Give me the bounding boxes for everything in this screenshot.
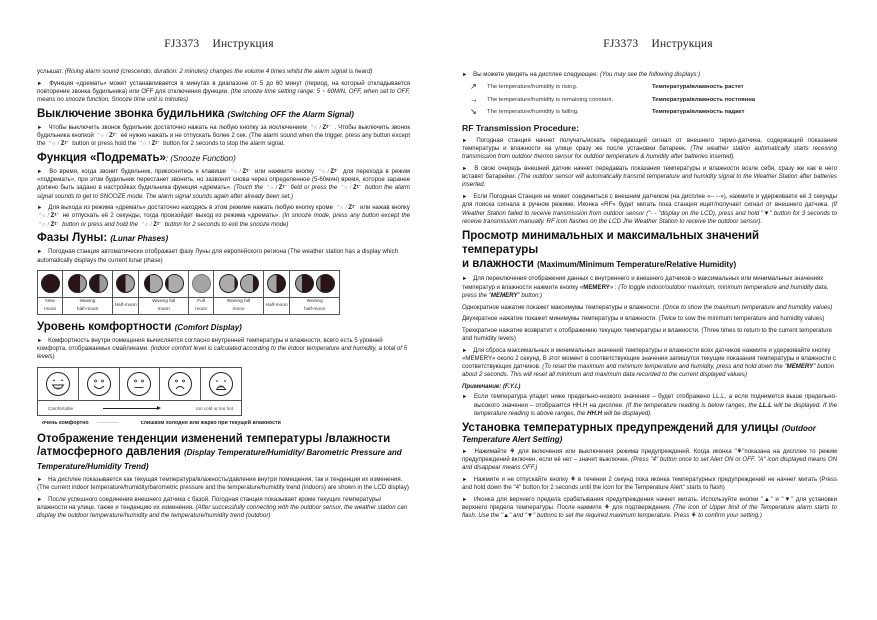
light-snooze-button-icon: "☼ / Zᶻ" (318, 168, 339, 175)
maxmin-paragraph-1: ► Для переключения отображения данных с внутреннего и внешнего датчиков о максимальных или минимальных значениях температур и влажности нажмите кнопку «MEMERY» : (To toggle indoor/outdoor maximum, minimum temperature and humidity data, press the "MEMERY" button:) (462, 275, 837, 300)
comfort-legend: очень комфортно --------------- слишком холодно или жарко при текущей влажности (42, 420, 281, 427)
note-paragraph: ► Если температура упадет ниже предельно-низкого значения – будет отображено LL.L, а если поднимется выше предельно-высокого значения – отобразится HH.H на дисплее. (If the temperature reading is below ranges, the LL.L will be displayed. If the temperature reading is above ranges, the HH.H will be displayed). (462, 393, 837, 418)
upset-face-icon (208, 371, 234, 397)
lunar-phase-table (37, 270, 340, 315)
alert-button-icon: ⚘ (691, 512, 697, 520)
phase-waning-half (290, 270, 340, 297)
phase-waning-full (214, 270, 264, 297)
light-snooze-button-icon: "☼ / Zᶻ" (267, 185, 287, 192)
trend-rising-icon: ↗ (470, 82, 477, 92)
light-snooze-button-icon: "☼ / Zᶻ" (310, 124, 331, 131)
phase-label: Waning half-moon (290, 297, 340, 314)
trend-falling-icon: ↘ (470, 107, 477, 117)
trend-heading: Отображение тенденции изменений температуры /влажности /атмосферного давления (Display Temperature/Humidity/ Barometric Pressure and Temperature/Humidity Trend) (37, 432, 402, 471)
waning-crescent-icon (295, 274, 314, 293)
rf-paragraph-3: ► Если Погодная Станция не может соединиться с внешним датчиком (на дисплее «-- --»), нажмите и удерживаете её 3 секунды для поиска сигнала в ручном режиме. Иконка «RF» будет мигать пока станция ищет/получает сигнал от внешнего датчика. (If Weather Station failed to receive transmission from outdoor sensor ("- - "display on the LCD), press and hold "▼" button for 3 seconds to receive transmission manually. RF icon flashes on the LCD Jhe Weather Station to receive the outdoor sensor). (462, 193, 837, 226)
page-header (0, 38, 438, 50)
very-happy-face-icon (45, 371, 71, 397)
phase-label: Half-moon (263, 297, 290, 314)
trend-paragraph-2: ► После успешного соединения внешнего датчика с базой. Погодная станция показывает кроме текущих температуры/влажности на улице, также и тенденцию их изменения. (After successfully connecting with the outdoor sensor, the weather station can display the outdoor temperature/humidity and the temperature/humidity trend (outdoor) (37, 496, 410, 521)
model-code: FJ3373 (603, 38, 639, 50)
full-moon-icon (192, 274, 211, 293)
left-content (37, 68, 410, 524)
phase-label: Full moon (188, 297, 213, 314)
alert-indicator-icon: ⚘ (736, 447, 743, 455)
comfort-level-table (37, 367, 242, 416)
lunar-heading: Фазы Луны: (Lunar Phases) (37, 232, 169, 245)
comfort-scale-row (38, 401, 242, 416)
light-snooze-button-icon: "☼ / Zᶻ" (336, 205, 357, 212)
phase-waxing-full (139, 270, 189, 297)
rf-paragraph-1: ► Погодная станция начнет получать/искать передающий сигнал от внешнего термо-датчика, содержащий показания температуры и влажности на улице сразу же после установки батареек. (The weather station automatically starts receiving transmission from outdoor thermo sensor for outdoor temperature & humidity after batteries inserted). (462, 137, 837, 162)
phase-new-moon (38, 270, 63, 297)
light-snooze-button-icon: "☼ / Zᶻ" (39, 221, 59, 228)
waning-gibbous-icon (219, 274, 238, 293)
left-page (0, 0, 438, 620)
sad-face-icon (167, 371, 193, 397)
alarm-off-paragraph: ► Чтобы выключить звонок будильник достаточно нажать на любую кнопку за исключением "☼ / Zᶻ" . Чтобы выключить звонок будильника кнопкой "☼ / Zᶻ" её нужно нажать и не отпускать более 2 сек. (The alarm sound when the trigger, press any button except the "☼ / Zᶻ" button or press hold the "☼ / Zᶻ" button for 2 seconds to stop the alarm signal. (37, 124, 410, 149)
phase-label: Half-moon (112, 297, 139, 314)
light-snooze-button-icon: "☼ / Zᶻ" (97, 133, 117, 140)
light-snooze-button-icon: "☼ / Zᶻ" (141, 221, 162, 228)
face-sad (160, 368, 201, 401)
page-header (439, 38, 877, 50)
last-quarter-icon (267, 274, 286, 293)
light-snooze-button-icon: "☼ / Zᶻ" (140, 141, 160, 148)
memory-button-label: MEMERY (583, 283, 610, 291)
light-snooze-button-icon: "☼ / Zᶻ" (49, 141, 69, 148)
trend-item-falling: ↘ The temperature/humidity is falling. Температура/влажность падает (462, 106, 837, 119)
waxing-gibbous-icon (165, 274, 184, 293)
waning-gibbous-icon (240, 274, 259, 293)
moon-label-row (38, 297, 340, 314)
right-page (439, 0, 877, 620)
faces-row (38, 368, 242, 401)
alert-paragraph-1: ► Нажимайте ⚘ для включения или выключения режима предупреждений. Когда иконка "⚘"показана на дисплее то режим предупреждений включен, если её нет – значит выключен. (Press "4" button once to set Alert ON or OFF. "A" icon displayed means ON and disappear means OFF.) (462, 448, 837, 473)
phase-waxing-half (63, 270, 113, 297)
happy-face-icon (86, 371, 112, 397)
light-snooze-button-icon: "☼ / Zᶻ" (39, 213, 59, 220)
trend-item-rising: ↗ The temperature/humidity is rising. Температура/влажность растет (462, 81, 837, 94)
light-snooze-button-icon: "☼ / Zᶻ" (341, 185, 361, 192)
alarm-off-heading: Выключение звонка будильника (Switching OFF the Alarm Signal) (37, 107, 354, 120)
comfort-paragraph: ► Комфортность внутри помещения вычисляется согласно внутренней температуры и влажности, всего есть 5 уровней комфорта, отображаемых смайликами. (Indoor comfort level is calculated according to the indoor temperature and humidity, a total of 5 levels) (37, 337, 410, 362)
intro-paragraph: услышат. (Rising alarm sound (crescendo, duration: 2 minutes) changes the volume 4 times whilst the alarm signal is heard) (37, 68, 373, 75)
lunar-paragraph: ► Погодная станция автоматически отображает фазу Луны для европейского региона (The weather station has a display which automatically displays the current lunar phase) (37, 248, 410, 264)
trend-paragraph-1: ► На дисплее показывается как текущая температура/влажность/давление внутри помещения, так и тенденция их изменения. (The current indoor temperature/humidity/barometric pressure and the temperature/humidity trend (indoors) are shown in the LCD display) (37, 476, 410, 492)
alert-paragraph-2: ► Нажмите и не отпускайте кнопку ⚘ в течении 2 секунд пока иконка температурных предупреждений не начнет мигать (Press and hold down the "4" button for 2 seconds until the icon for the Temperature Alert" starts to flash) (462, 476, 837, 492)
face-very-happy (38, 368, 79, 401)
face-neutral (119, 368, 160, 401)
right-content (462, 71, 837, 524)
rf-heading: RF Transmission Procedure: (462, 122, 580, 133)
phase-half-moon-2 (263, 270, 290, 297)
waxing-gibbous-icon (144, 274, 163, 293)
scale-right-label: too cold or too hot (196, 406, 233, 412)
phase-label: Waxing half-moon (63, 297, 113, 314)
light-snooze-button-icon: "☼ / Zᶻ" (230, 168, 251, 175)
maxmin-twice: Двухкратное нажатие покажет минимумы температуры и влажности. (Twice to sow the minimum temperature and humidity values) (462, 315, 825, 323)
new-moon-icon (41, 274, 60, 293)
phase-label: Waxing full moon (139, 297, 189, 314)
alert-paragraph-3: ► Иконка для верхнего предела срабатывания предупреждения начнет мигать. Используйте кнопки "▲" и "▼" для установки верхнего предела температуры. После нажмите ⚘ для подтверждения. (The icon of Upper limit of the Temperature alarm starts to flash. Use the "▲" and "▼" buttons to set the required maximum temperature. Press ⚘ to confirm your setting.) (462, 496, 837, 521)
alert-button-icon: ⚘ (604, 504, 610, 512)
memory-button-label: MEMERY (490, 291, 518, 299)
maxmin-reset: ► Для сброса максимальных и минимальных значений температуры и влажности всех датчиков нажмите и удерживайте кнопку «MEMERY» около 2 секунд. В этот момент в соответствующие значения запишутся текущие показания температуры и влажности с соответствующих датчиков. (To reset the maximum and minimum temperature and humidity, press and hold down the "MEMERY" button about 2 seconds. This will reset all minimum and maximum data recorded to the current displayed values) (462, 347, 837, 380)
phase-full-moon (188, 270, 213, 297)
snooze-range-paragraph: ► Функция «дремать» может устанавливается в минутах в диапазоне от 5 до 60 минут (период, на который откладывается повторение звонка будильника) или OFF для отключения функции. (the snooze time setting range: 5 ~ 60MIN, OFF, when set to OFF, means no snooze function. Snooze time unit is minutes) (37, 80, 410, 105)
waning-crescent-icon (316, 274, 335, 293)
header-title: Инструкция (212, 38, 274, 50)
scale-left-label: Comfortable (48, 406, 74, 412)
note-label: Примечание: (F.Y.I.) (462, 383, 521, 391)
memory-button-label: MEMERY (786, 363, 814, 371)
scale-arrow-icon (103, 408, 158, 409)
snooze-heading: Функция «Подремать»: (Snooze Function) (37, 151, 236, 164)
phase-half-moon-1 (112, 270, 139, 297)
trend-item-constant: → The temperature/humidity is remaining constant. Температура/влажность постоянна (462, 94, 837, 107)
phase-label: Waning full moon (214, 297, 264, 314)
first-quarter-icon (116, 274, 135, 293)
trend-constant-icon: → (470, 94, 478, 104)
maxmin-once: Однократное нажатие покажет максимумы температуры и влажности. (Once to show the maximum temperature and humidity values) (462, 303, 833, 311)
snooze-paragraph-2: ► Для выхода из режима «дремать» достаточно находясь в этом режиме нажать любую кнопку кроме "☼ / Zᶻ" или нажав кнопку "☼ / Zᶻ" не отпускать её 2 секунды, тогда произойдет выход из режима «дремать». (In snooze mode, press any button except the "☼ / Zᶻ" button or press and hold the "☼ / Zᶻ" button for 2 seconds to exit the snooze mode) (37, 204, 410, 229)
snooze-paragraph-1: ► Во время, когда звонит будильник, прикоснитесь к клавише "☼ / Zᶻ" или нажмите кнопку "☼ / Zᶻ" для перехода в режим «подремать», при этом будильник перестанет звонить, но зазвонит снова через определенное (5-60мин) время, которое заранее должно быть задано в настройках будильника функция «дремать». (Touch the "☼ / Zᶻ" field or press the "☼ / Zᶻ" button the alarm signal sounds to get to SNOOZE mode. The alarm signal sounds again after already been set.) (37, 168, 410, 201)
maxmin-heading: Просмотр минимальных и максимальных значений температуры и влажности (Maximum/Minimum Temperature/Relative Humidity) (462, 230, 760, 271)
phase-label: New moon (38, 297, 63, 314)
displays-intro: ► Вы можете увидеть на дисплее следующее: (You may see the following displays:) (462, 71, 837, 79)
face-upset (201, 368, 242, 401)
maxmin-thrice: Трехкратное нажатие возвратит к отображению текущих температуры и влажности. (Three times to return to the current temperature and humidity levels) (462, 326, 833, 343)
header-title: Инструкция (651, 38, 713, 50)
neutral-face-icon (126, 371, 152, 397)
comfort-heading: Уровень комфортности (Comfort Display) (37, 320, 242, 333)
rf-paragraph-2: ► В свою очередь внешний датчик начнет передавать показания температуры и влажности возле себя, сразу же как в него вставят батарейки. (The outdoor sensor will automatically transmit temperature and humidity signal to the Weather Station after batteries inserted. (462, 165, 837, 190)
comfort-scale (38, 401, 242, 416)
waxing-crescent-icon (68, 274, 87, 293)
waxing-crescent-icon (89, 274, 108, 293)
alert-button-icon: ⚘ (509, 447, 516, 455)
face-happy (78, 368, 119, 401)
model-code: FJ3373 (164, 38, 200, 50)
alert-button-icon: ⚘ (570, 476, 576, 484)
moon-icon-row (38, 270, 340, 297)
alert-heading: Установка температурных предупреждений для улицы (Outdoor Temperature Alert Setting) (462, 421, 816, 444)
